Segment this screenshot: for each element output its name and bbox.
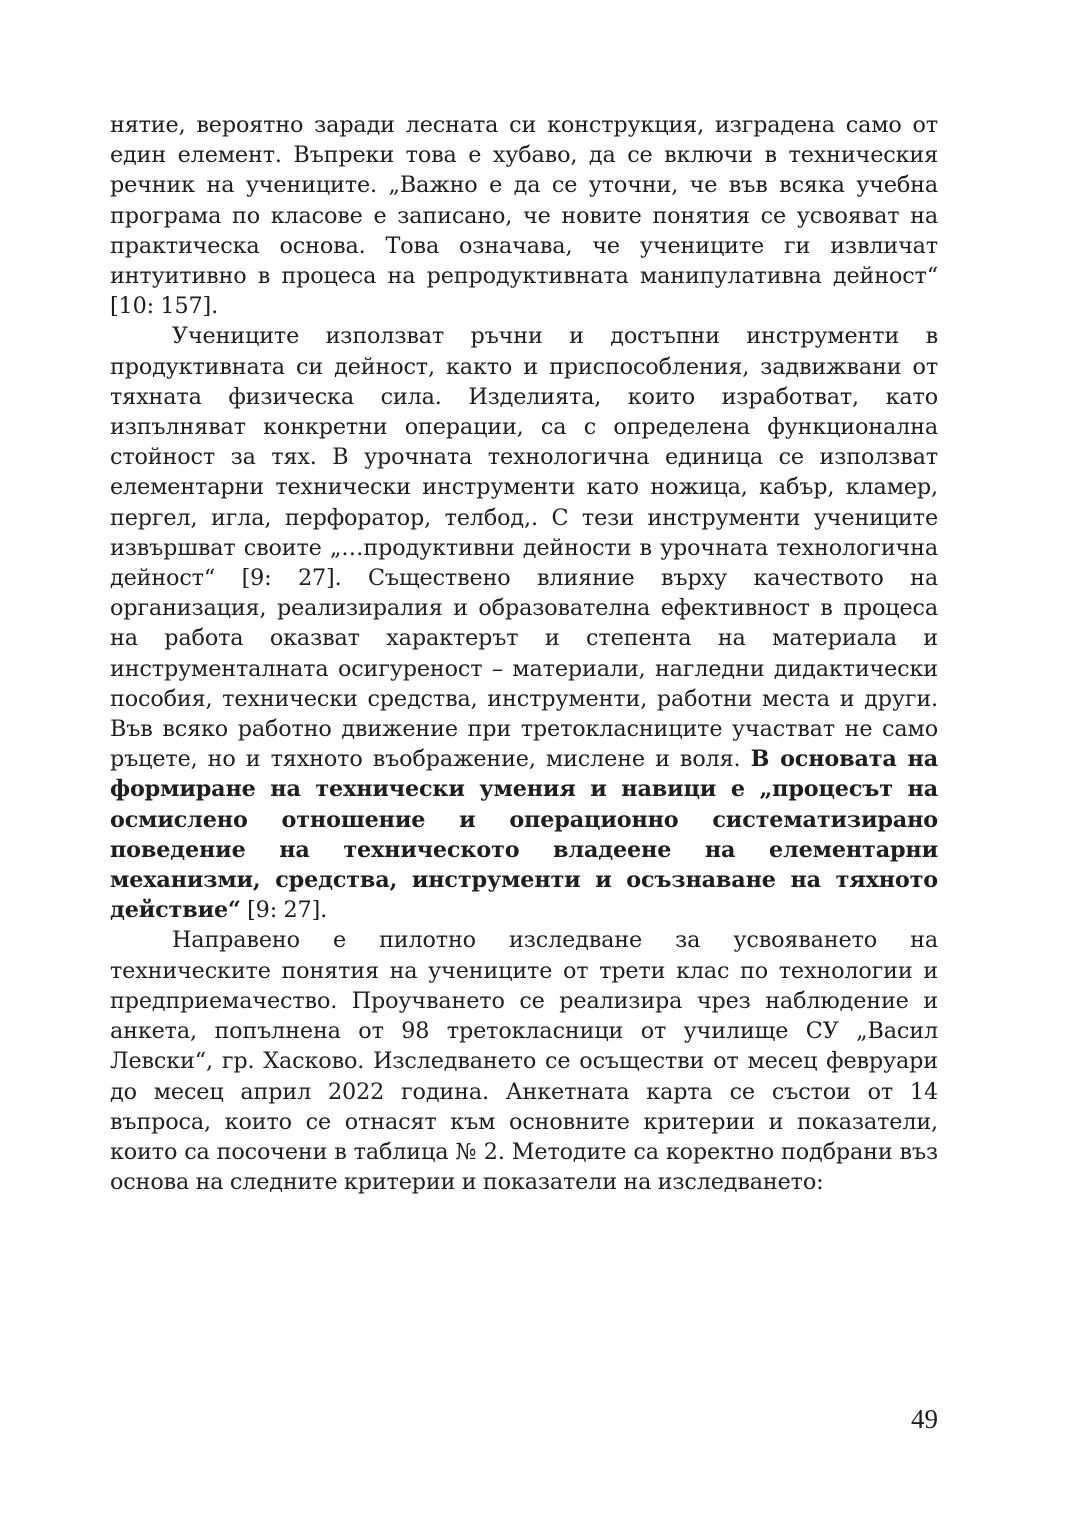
paragraph-2-text-before: Учениците използват ръчни и достъпни инструменти в продуктивната си дейност, както и приспособления, задвижвани от тяхната физическа сила. Изделията, които изработват, като изпълняват конкретни операции, са с определена функционална стойност за тях. В урочната технологична единица се използват елементарни технически инструменти като ножица, кабър, кламер, пергел, игла, перфоратор, телбод,. С тези инструменти учениците извършват своите „…продуктивни дейности в урочната технологична дейност“ [9: 27]. Съществено влияние върху качеството на организация, реализиралия и образователна ефективност в процеса на работа оказват характерът и степента на материала и инструменталната осигуреност – материали, нагледни дидактически пособия, технически средства, инструменти, работни места и други. Във всяко работно движение при третокласниците участват не само ръцете, но и тяхното въображение, мислене и воля. <box>110 323 938 773</box>
paragraph-2 <box>110 321 938 925</box>
paragraph-1: нятие, вероятно заради лесната си конструкция, изградена само от един елемент. Въпреки това е хубаво, да се включи в техническия речник на учениците. „Важно е да се уточни, че във всяка учебна програма по класове е записано, че новите понятия се усвояват на практическа основа. Това означава, че учениците ги извличат интуитивно в процеса на репродуктивната манипулативна дейност“ [10: 157]. <box>110 112 938 320</box>
paragraph-2-bold-definition: В основата на формиране на технически умения и навици е „процесът на осмислено отношение и операционно систематизирано поведение на техническото владеене на елементарни механизми, средства, инструменти и осъзнаване на тяхното действие“ <box>110 746 938 924</box>
paragraph-2-citation: [9: 27]. <box>240 897 328 924</box>
paragraph-3: Направено е пилотно изследване за усвояването на техническите понятия на учениците от трети клас по технологии и предприемачество. Проучването се реализира чрез наблюдение и анкета, попълнена от 98 третокласници от училище СУ „Васил Левски“, гр. Хасково. Изследването се осъществи от месец февруари до месец април 2022 година. Анкетната карта се състои от 14 въпроса, които се отнасят към основните критерии и показатели, които са посочени в таблица № 2. Методите са коректно подбрани въз основа на следните критерии и показатели на изследването: <box>110 927 938 1196</box>
page-number: 49 <box>911 1404 938 1434</box>
body-text <box>110 110 938 1197</box>
